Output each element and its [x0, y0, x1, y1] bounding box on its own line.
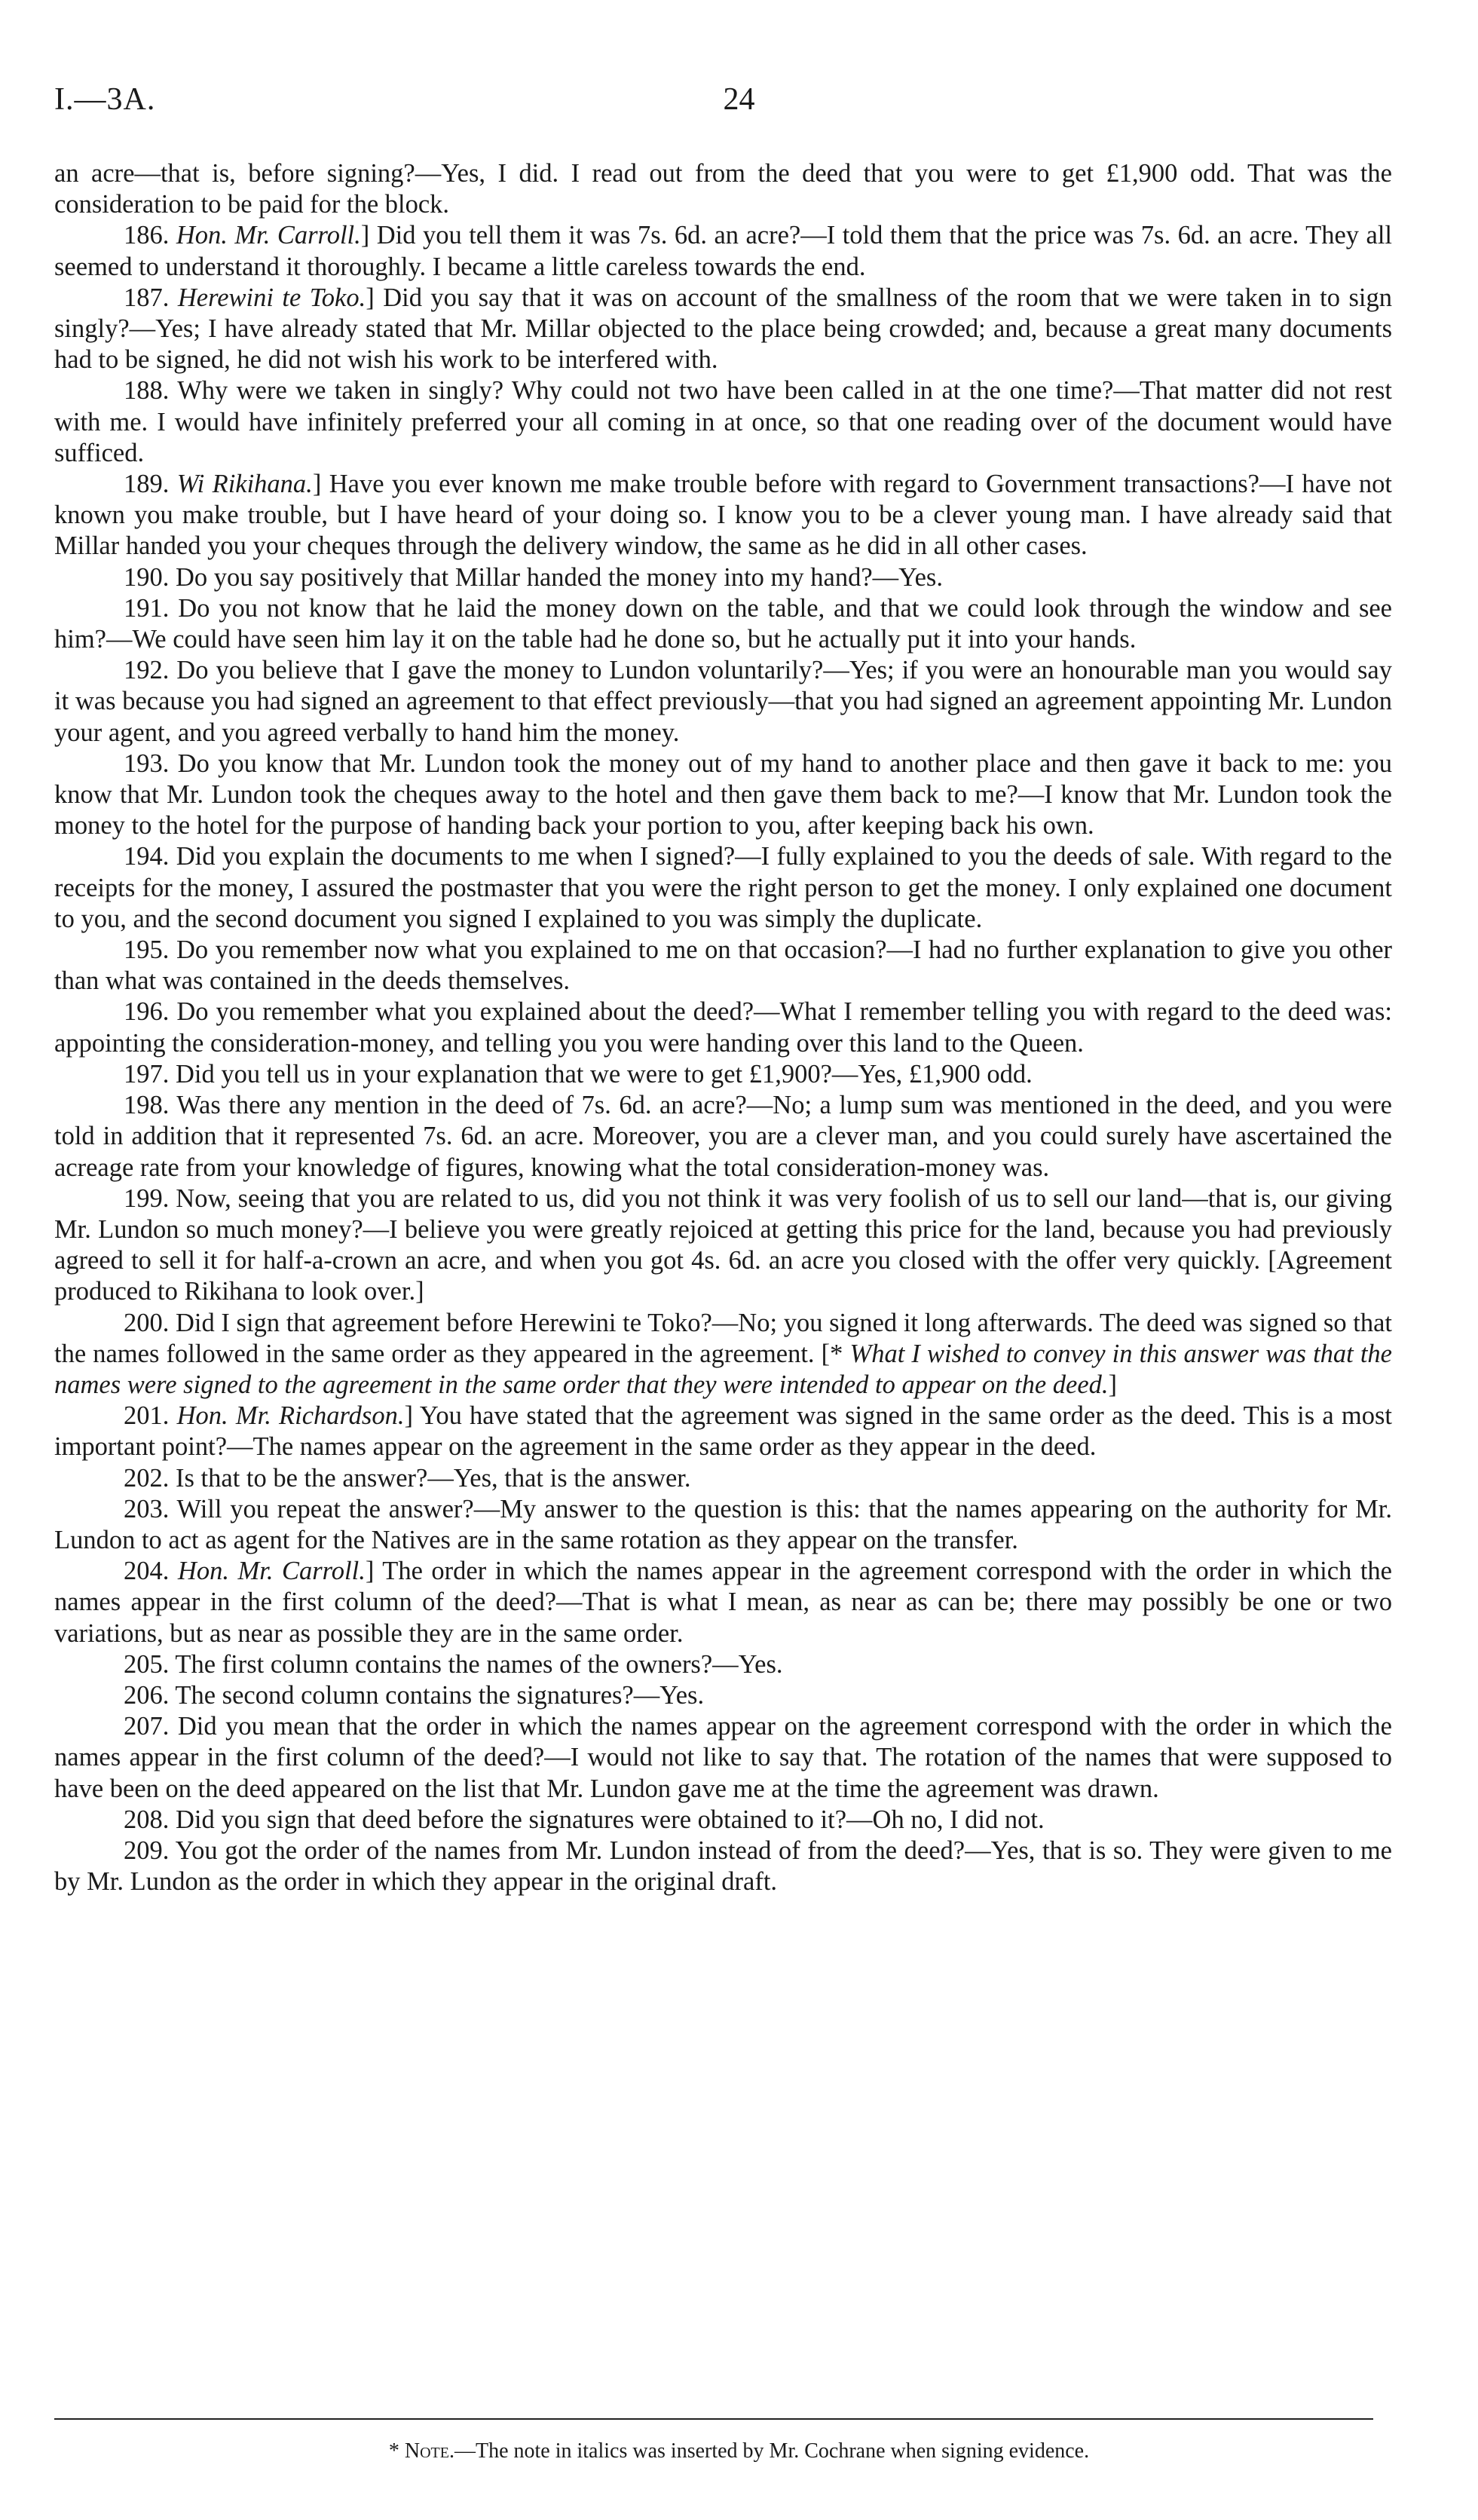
evidence-paragraph	[54, 1711, 1392, 1805]
text-segment: 195. Do you remember now what you explained to me on that occasion?—I had no further explanation to give you other than what was contained in the deeds themselves.	[54, 935, 1392, 996]
evidence-paragraph	[54, 469, 1392, 562]
evidence-paragraph	[54, 593, 1392, 655]
text-segment: 196. Do you remember what you explained about the deed?—What I remember telling you with regard to the deed was: appointing the consideration-money, and telling you you were handing over this land to the Queen.	[54, 997, 1392, 1058]
text-segment: 209. You got the order of the names from Mr. Lundon instead of from the deed?—Yes, that is so. They were given to me by Mr. Lundon as the order in which they appear in the original draft.	[54, 1836, 1392, 1897]
footnote-label: Note.	[404, 2439, 454, 2463]
text-segment: 198. Was there any mention in the deed of 7s. 6d. an acre?—No; a lump sum was mentioned in the deed, and you were told in addition that it represented 7s. 6d. an acre. Moreover, you are a clever man, and you could surely have ascertained the acreage rate from your knowledge of figures, knowing what the total consideration-money was.	[54, 1091, 1392, 1182]
italic-text-segment: Hon. Mr. Carroll.	[176, 221, 361, 250]
text-segment: 194. Did you explain the documents to me when I signed?—I fully explained to you the deeds of sale. With regard to the receipts for the money, I assured the postmaster that you were the right person to get the money. I only explained one document to you, and the second document you signed I explained to you was simply the duplicate.	[54, 842, 1392, 933]
text-segment: 186.	[124, 221, 176, 250]
evidence-paragraph	[54, 1090, 1392, 1183]
evidence-paragraph	[54, 997, 1392, 1058]
text-segment: 190. Do you say positively that Millar handed the money into my hand?—Yes.	[124, 562, 943, 592]
evidence-paragraph	[54, 1463, 1392, 1494]
page-header	[54, 81, 1424, 127]
evidence-paragraph	[54, 562, 1392, 593]
evidence-paragraph	[54, 220, 1392, 282]
text-segment: ] The order in which the names appear in the agreement correspond with the order in which the names appear in the first column of the deed?—That is what I mean, as near as can be; there may possibly be one or two variations, but as near as possible they are in the same order.	[54, 1557, 1392, 1648]
text-segment: ]	[1108, 1370, 1118, 1399]
evidence-paragraph	[54, 283, 1392, 376]
evidence-paragraph	[54, 749, 1392, 842]
evidence-paragraph	[54, 1556, 1392, 1649]
italic-text-segment: Wi Rikihana.	[176, 470, 313, 499]
italic-text-segment: Herewini te Toko.	[177, 283, 366, 312]
evidence-paragraph	[54, 1836, 1392, 1897]
evidence-paragraph	[54, 841, 1392, 935]
footnote-marker: *	[388, 2439, 399, 2463]
text-segment: 189.	[124, 470, 177, 499]
italic-text-segment: Hon. Mr. Carroll.	[177, 1557, 366, 1586]
footnote	[0, 2439, 1478, 2463]
text-segment: 191. Do you not know that he laid the money down on the table, and that we could look through the window and see him?—We could have seen him lay it on the table had he done so, but he actually put it into your hands.	[54, 593, 1392, 654]
text-segment: 187.	[124, 283, 178, 312]
evidence-paragraph	[54, 158, 1392, 220]
evidence-paragraph	[54, 655, 1392, 749]
text-segment: 192. Do you believe that I gave the money to Lundon voluntarily?—Yes; if you were an honourable man you would say it was because you had signed an agreement to that effect previously—that you had signed an agreement appointing Mr. Lundon your agent, and you agreed verbally to hand him the money.	[54, 656, 1392, 747]
parliamentary-paper-reference: I.—3A.	[54, 82, 156, 117]
footnote-text: —The note in italics was inserted by Mr. Cochrane when signing evidence.	[454, 2439, 1090, 2463]
page-number: 24	[723, 82, 755, 117]
evidence-paragraph	[54, 1805, 1392, 1836]
text-segment: 199. Now, seeing that you are related to us, did you not think it was very foolish of us to sell our land—that is, our giving Mr. Lundon so much money?—I believe you were greatly rejoiced at getting this price for the land, because you had previously agreed to sell it for half-a-crown an acre, and when you got 4s. 6d. an acre you closed with the offer very quickly. [Agreement produced to Rikihana to look over.]	[54, 1183, 1392, 1306]
text-segment: 193. Do you know that Mr. Lundon took the money out of my hand to another place and then gave it back to me: you know that Mr. Lundon took the cheques away to the hotel and then gave them back to me?—I know that Mr. Lundon took the money to the hotel for the purpose of handing back your portion to you, after keeping back his own.	[54, 749, 1392, 841]
evidence-paragraph	[54, 1649, 1392, 1680]
text-segment: 206. The second column contains the signatures?—Yes.	[124, 1680, 705, 1710]
italic-text-segment: Hon. Mr. Richardson.	[176, 1401, 405, 1431]
text-segment: ] You have stated that the agreement was signed in the same order as the deed. This is a most important point?—The names appear on the agreement in the same order as they appear in the deed.	[54, 1401, 1392, 1462]
evidence-paragraph	[54, 935, 1392, 997]
text-segment: 208. Did you sign that deed before the signatures were obtained to it?—Oh no, I did not.	[124, 1805, 1045, 1834]
evidence-paragraph	[54, 375, 1392, 469]
evidence-paragraph	[54, 1308, 1392, 1401]
text-segment: 202. Is that to be the answer?—Yes, that is the answer.	[124, 1463, 691, 1493]
text-segment: 201.	[124, 1401, 177, 1431]
evidence-text-body	[54, 158, 1392, 1897]
text-segment: 204.	[124, 1557, 178, 1586]
text-segment: 197. Did you tell us in your explanation that we were to get £1,900?—Yes, £1,900 odd.	[124, 1059, 1033, 1089]
text-segment: 188. Why were we taken in singly? Why could not two have been called in at the one time?—That matter did not rest with me. I would have infinitely preferred your all coming in at once, so that one reading over of the document would have sufficed.	[54, 376, 1392, 467]
text-segment: ] Did you say that it was on account of the smallness of the room that we were taken in to sign singly?—Yes; I have already stated that Mr. Millar objected to the place being crowded; and, because a great many documents had to be signed, he did not wish his work to be interfered with.	[54, 283, 1392, 375]
text-segment: 200. Did I sign that agreement before Herewini te Toko?—No; you signed it long afterwards. The deed was signed so that the names followed in the same order as they appeared in the agreement. [*	[54, 1308, 1392, 1368]
text-segment: 205. The first column contains the names of the owners?—Yes.	[124, 1649, 783, 1679]
evidence-paragraph	[54, 1059, 1392, 1090]
evidence-paragraph	[54, 1183, 1392, 1308]
evidence-paragraph	[54, 1401, 1392, 1462]
text-segment: an acre—that is, before signing?—Yes, I did. I read out from the deed that you were to get £1,900 odd. That was the consideration to be paid for the block.	[54, 159, 1392, 219]
text-segment: ] Did you tell them it was 7s. 6d. an acre?—I told them that the price was 7s. 6d. an acre. They all seemed to understand it thoroughly. I became a little careless towards the end.	[54, 221, 1393, 281]
text-segment: 207. Did you mean that the order in which the names appear on the agreement correspond with the order in which the names appear in the first column of the deed?—I would not like to say that. The rotation of the names that were supposed to have been on the deed appeared on the list that Mr. Lundon gave me at the time the agreement was drawn.	[54, 1712, 1392, 1803]
footnote-divider	[54, 2418, 1373, 2420]
evidence-paragraph	[54, 1680, 1392, 1711]
evidence-paragraph	[54, 1494, 1392, 1556]
text-segment: ] Have you ever known me make trouble before with regard to Government transactions?—I have not known you make trouble, but I have heard of your doing so. I know you to be a clever young man. I have already said that Millar handed you your cheques through the delivery window, the same as he did in all other cases.	[54, 470, 1393, 561]
italic-text-segment: What I wished to convey in this answer was that the names were signed to the agreement in the same order that they were intended to appear on the deed.	[54, 1339, 1392, 1399]
text-segment: 203. Will you repeat the answer?—My answer to the question is this: that the names appearing on the authority for Mr. Lundon to act as agent for the Natives are in the same rotation as they appear on the transfer.	[54, 1494, 1392, 1554]
